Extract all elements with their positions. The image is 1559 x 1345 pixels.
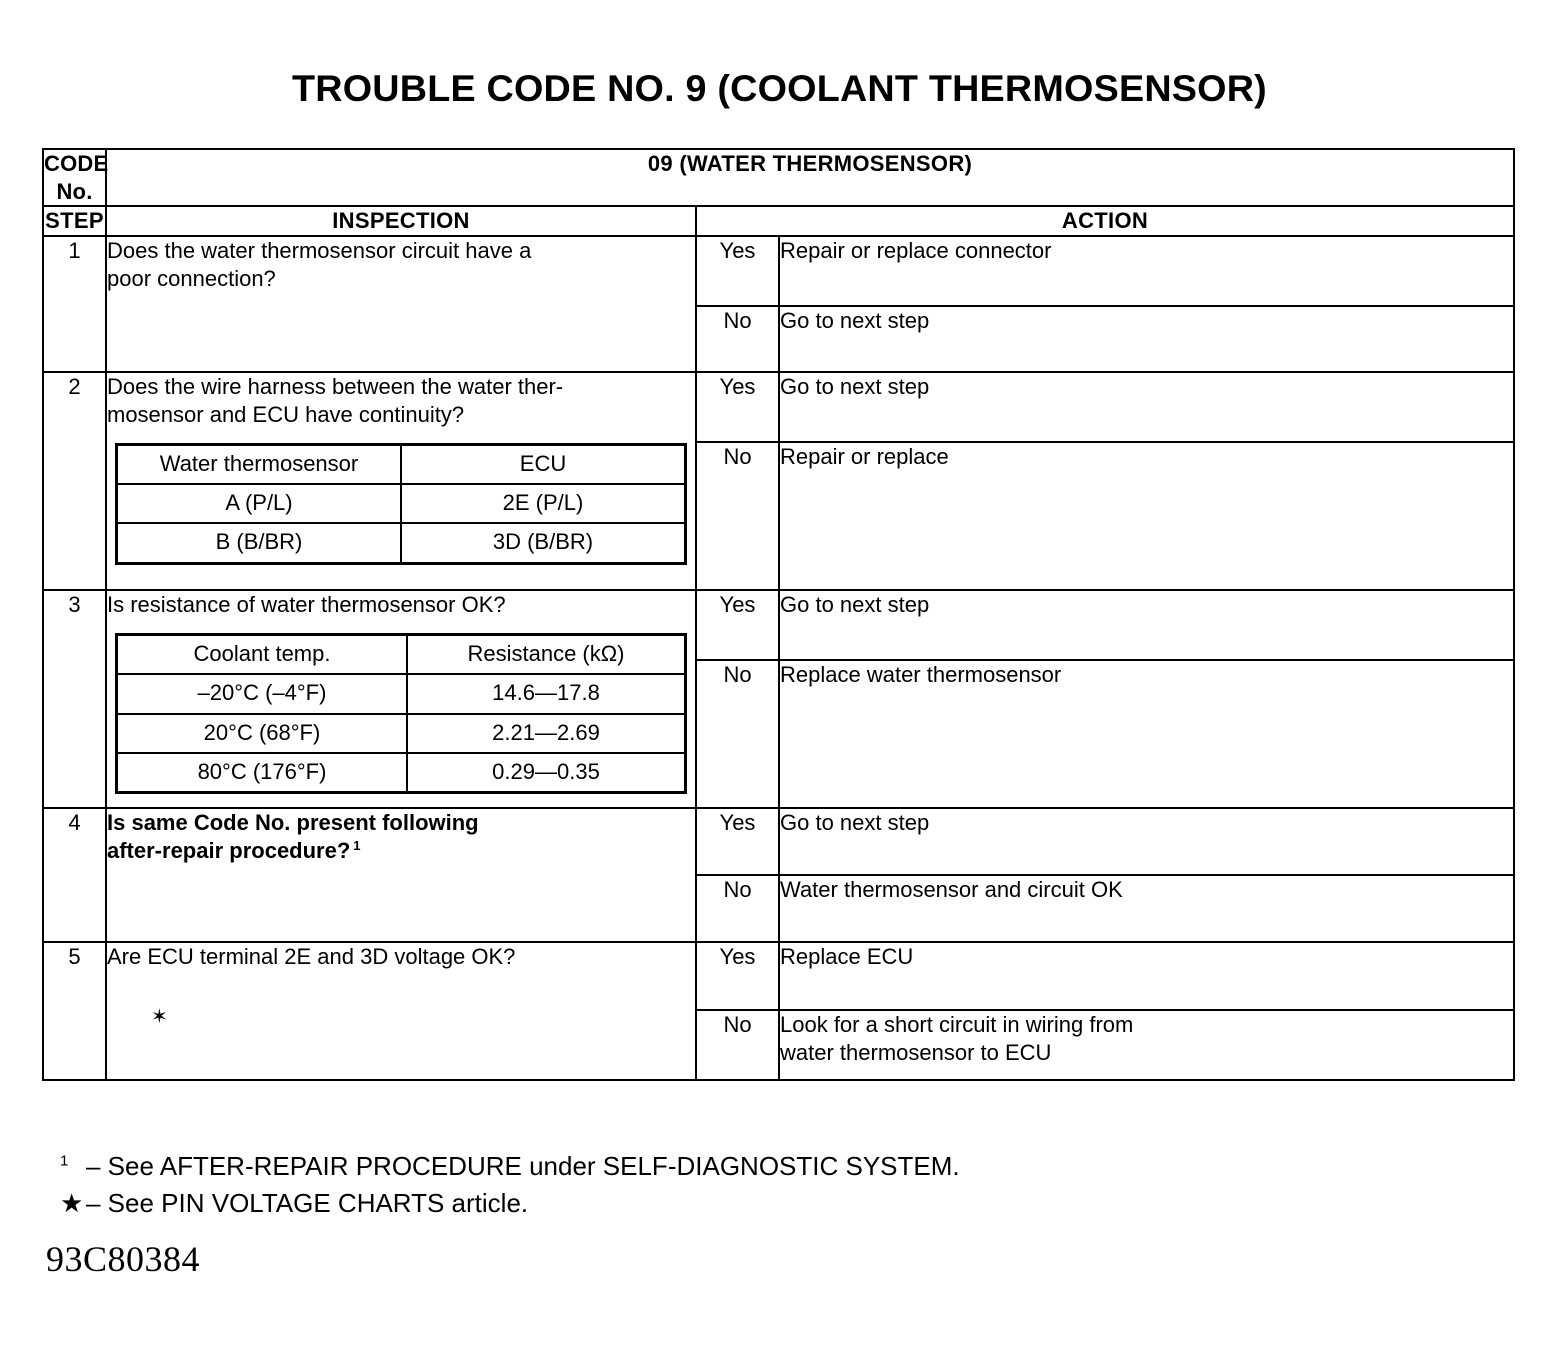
action-text <box>779 875 1514 942</box>
action-text <box>779 808 1514 875</box>
outcome-label-no: No <box>696 306 779 372</box>
inspection-line: Is resistance of water thermosensor OK? <box>107 592 506 618</box>
footnote-item <box>60 1185 1460 1222</box>
subtable-row <box>117 484 686 523</box>
inspection-line: mosensor and ECU have continuity? <box>107 401 465 427</box>
subtable-row <box>117 523 686 563</box>
table-row <box>43 590 1514 660</box>
action-line: Go to next step <box>780 308 930 334</box>
action-line: Look for a short circuit in wiring from <box>780 1012 1134 1038</box>
subtable-cell: 3D (B/BR) <box>401 523 686 563</box>
code-no-value: 09 (WATER THERMOSENSOR) <box>106 149 1514 206</box>
code-header-row <box>43 149 1514 206</box>
inspection-line-with-footnote <box>107 837 695 865</box>
diagnostic-trouble-code-table <box>42 148 1515 1081</box>
footnote-marker-1: 1 <box>60 1152 69 1170</box>
step-inspection <box>106 372 696 590</box>
subtable-cell: 2.21—2.69 <box>407 714 686 753</box>
inspection-line: after-repair procedure? <box>107 837 351 863</box>
action-line: water thermosensor to ECU <box>780 1039 1052 1065</box>
outcome-label-no: No <box>696 875 779 942</box>
inspection-line: poor connection? <box>107 265 276 291</box>
step-number: 1 <box>43 236 106 372</box>
subtable-cell: B (B/BR) <box>117 523 402 563</box>
action-line: Water thermosensor and circuit OK <box>780 877 1123 903</box>
inspection-line: Does the water thermosensor circuit have a <box>107 238 532 264</box>
subtable-cell: 80°C (176°F) <box>117 753 408 793</box>
action-line: Go to next step <box>780 810 930 836</box>
inspection-line: Does the wire harness between the water ther- <box>107 374 564 400</box>
subtable-cell: –20°C (–4°F) <box>117 674 408 713</box>
footnote-item <box>60 1148 1460 1185</box>
outcome-label-yes: Yes <box>696 942 779 1010</box>
outcome-label-no: No <box>696 1010 779 1080</box>
table-row <box>43 236 1514 306</box>
step-number: 4 <box>43 808 106 942</box>
step-number: 5 <box>43 942 106 1080</box>
action-line: Replace water thermosensor <box>780 662 1062 688</box>
outcome-label-yes: Yes <box>696 236 779 306</box>
table-row <box>43 372 1514 442</box>
inspection-line: Are ECU terminal 2E and 3D voltage OK? <box>107 944 516 970</box>
column-header-step: STEP <box>43 206 106 236</box>
table-row <box>43 808 1514 875</box>
subtable-cell: 2E (P/L) <box>401 484 686 523</box>
footnote-text: – See PIN VOLTAGE CHARTS article. <box>86 1187 529 1218</box>
subtable-row <box>117 753 686 793</box>
subtable-row <box>117 714 686 753</box>
subtable-cell: A (P/L) <box>117 484 402 523</box>
inspection-line: Is same Code No. present following <box>107 810 479 836</box>
harness-continuity-table <box>115 443 687 565</box>
column-header-action: ACTION <box>696 206 1514 236</box>
resistance-spec-table <box>115 633 687 795</box>
action-line: Replace ECU <box>780 944 914 970</box>
subtable-header-cell: ECU <box>401 444 686 484</box>
action-line: Repair or replace <box>780 444 949 470</box>
subtable-header-cell: Resistance (kΩ) <box>407 634 686 674</box>
footnote-text: – See AFTER-REPAIR PROCEDURE under SELF-DIAGNOSTIC SYSTEM. <box>86 1151 960 1181</box>
subtable-cell: 14.6—17.8 <box>407 674 686 713</box>
action-line: Go to next step <box>780 374 930 400</box>
step-inspection <box>106 236 696 372</box>
action-text <box>779 442 1514 590</box>
subtable-row <box>117 674 686 713</box>
step-inspection <box>106 808 696 942</box>
action-text <box>779 236 1514 306</box>
subtable-header-row <box>117 444 686 484</box>
footnote-marker-1: 1 <box>353 837 361 853</box>
star-icon: ★ <box>60 1187 84 1218</box>
star-footnote-icon: ✶ <box>151 1005 168 1028</box>
action-text <box>779 306 1514 372</box>
action-text <box>779 942 1514 1010</box>
outcome-label-yes: Yes <box>696 372 779 442</box>
action-text <box>779 372 1514 442</box>
footnotes <box>60 1148 1460 1222</box>
step-number: 3 <box>43 590 106 808</box>
column-header-inspection: INSPECTION <box>106 206 696 236</box>
step-inspection <box>106 590 696 808</box>
action-line: Go to next step <box>780 592 930 618</box>
subtable-cell: 0.29—0.35 <box>407 753 686 793</box>
subtable-header-cell: Water thermosensor <box>117 444 402 484</box>
outcome-label-no: No <box>696 442 779 590</box>
document-id: 93C80384 <box>46 1239 201 1279</box>
outcome-label-no: No <box>696 660 779 808</box>
step-number: 2 <box>43 372 106 590</box>
action-line: Repair or replace connector <box>780 238 1052 264</box>
page-title: TROUBLE CODE NO. 9 (COOLANT THERMOSENSOR) <box>292 68 1267 109</box>
outcome-label-yes: Yes <box>696 590 779 660</box>
outcome-label-yes: Yes <box>696 808 779 875</box>
action-text <box>779 590 1514 660</box>
code-no-label: CODE No. <box>43 149 106 206</box>
subtable-cell: 20°C (68°F) <box>117 714 408 753</box>
subtable-header-cell: Coolant temp. <box>117 634 408 674</box>
action-text <box>779 660 1514 808</box>
subtable-header-row <box>117 634 686 674</box>
action-text <box>779 1010 1514 1080</box>
column-header-row <box>43 206 1514 236</box>
table-row <box>43 942 1514 1010</box>
step-inspection <box>106 942 696 1080</box>
